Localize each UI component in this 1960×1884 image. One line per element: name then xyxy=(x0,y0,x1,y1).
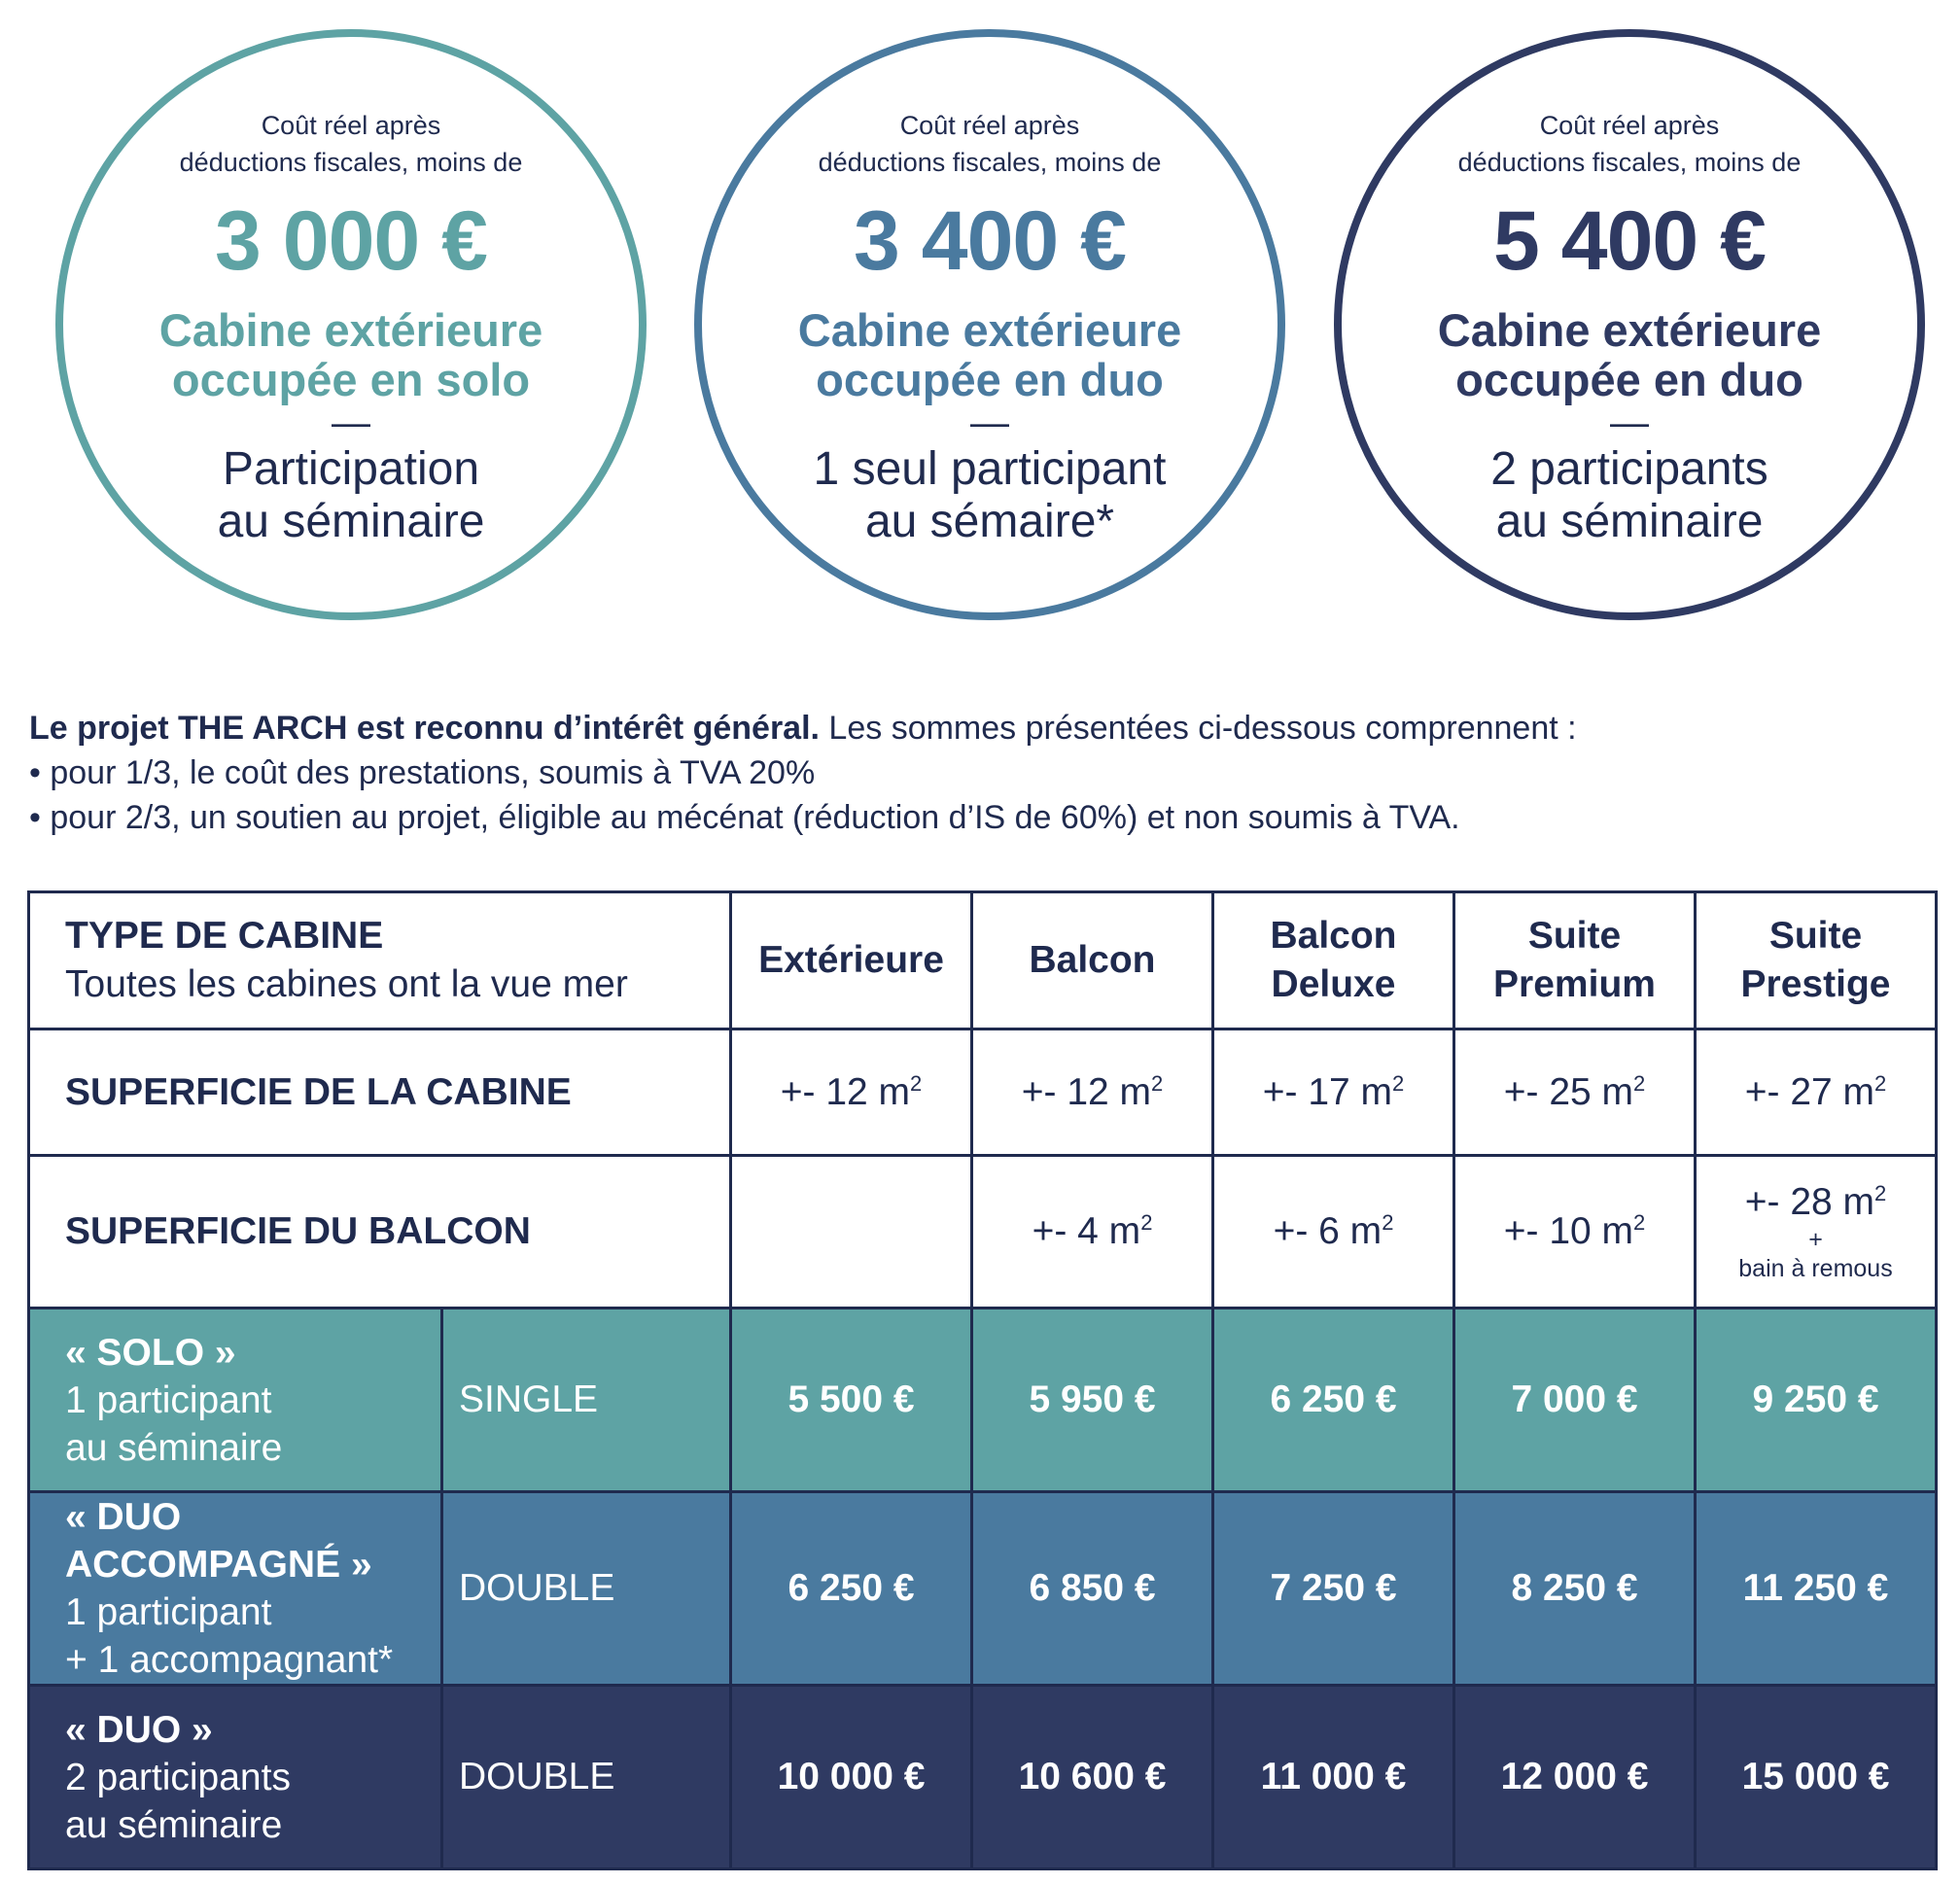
circle-intro xyxy=(1342,107,1917,181)
price-cell: 5 500 € xyxy=(731,1308,972,1492)
formula-label xyxy=(29,1686,442,1869)
cabin-area-value xyxy=(1696,1029,1937,1156)
pricing-table-wrapper xyxy=(27,890,1938,1870)
area-unit-sup: 2 xyxy=(1140,1210,1153,1235)
balcony-area-value xyxy=(972,1156,1213,1308)
price-cell: 9 250 € xyxy=(1696,1308,1937,1492)
area-unit-sup: 2 xyxy=(1874,1181,1887,1205)
intro-rest: Les sommes présentées ci-dessous comprennent : xyxy=(819,710,1577,747)
circle-cabin xyxy=(702,305,1278,404)
column-header-line: Balcon xyxy=(1029,939,1156,981)
circle-participation-line: au séminaire xyxy=(217,496,485,547)
intro-line xyxy=(29,706,1577,750)
circle-participation-line: Participation xyxy=(222,443,480,495)
area-unit-sup: 2 xyxy=(910,1070,923,1096)
circle-dash: — xyxy=(332,401,370,444)
circle-intro-line: déductions fiscales, moins de xyxy=(818,148,1162,177)
table-header-row xyxy=(29,892,1937,1029)
balcony-area-value xyxy=(1696,1156,1937,1308)
circle-intro xyxy=(63,107,639,181)
column-header-balcon xyxy=(972,892,1213,1029)
cabin-area-value xyxy=(731,1029,972,1156)
formula-line: 1 participant xyxy=(65,1378,272,1421)
column-header-line: Extérieure xyxy=(758,939,944,981)
cabin-type-title: TYPE DE CABINE xyxy=(65,915,384,957)
column-header-suite-premium xyxy=(1454,892,1696,1029)
area-unit-sup: 2 xyxy=(1633,1070,1646,1096)
price-cell: 5 950 € xyxy=(972,1308,1213,1492)
balcony-area-label: SUPERFICIE DU BALCON xyxy=(29,1156,731,1308)
balcony-area-value xyxy=(1213,1156,1454,1308)
circle-cabin-line: Cabine extérieure xyxy=(158,304,543,356)
circle-participation xyxy=(1342,443,1917,548)
circle-participation-line: 1 seul participant xyxy=(813,443,1167,495)
cabin-area-row xyxy=(29,1029,1937,1156)
intro-bullet: • pour 1/3, le coût des prestations, soumis à TVA 20% xyxy=(29,754,816,791)
area-text: +- 28 m xyxy=(1744,1181,1875,1223)
price-cell: 12 000 € xyxy=(1454,1686,1696,1869)
room-type: DOUBLE xyxy=(442,1686,731,1869)
column-header-balcon-deluxe xyxy=(1213,892,1454,1029)
balcony-area-value xyxy=(1454,1156,1696,1308)
price-cell: 10 000 € xyxy=(731,1686,972,1869)
price-cell: 11 000 € xyxy=(1213,1686,1454,1869)
cabin-area-value xyxy=(1454,1029,1696,1156)
offer-circle-solo xyxy=(55,29,647,620)
area-text: +- 17 m xyxy=(1262,1070,1393,1113)
cabin-type-subtitle: Toutes les cabines ont la vue mer xyxy=(65,963,628,1005)
price-cell: 6 850 € xyxy=(972,1492,1213,1686)
extra-plus: + xyxy=(1808,1226,1823,1253)
cabin-area-value xyxy=(972,1029,1213,1156)
area-text: +- 6 m xyxy=(1273,1210,1382,1252)
circle-intro-line: déductions fiscales, moins de xyxy=(1457,148,1802,177)
formula-line: 2 participants xyxy=(65,1756,291,1798)
column-header-line: Premium xyxy=(1493,963,1656,1005)
cabin-type-header xyxy=(29,892,731,1029)
circle-intro-line: Coût réel après xyxy=(261,111,441,140)
circle-cabin-line: occupée en solo xyxy=(171,354,531,405)
price-row-duo-accompagne xyxy=(29,1492,1937,1686)
circle-cabin-line: occupée en duo xyxy=(1455,354,1803,405)
column-header-line: Deluxe xyxy=(1271,963,1396,1005)
circle-participation xyxy=(63,443,639,548)
circle-amount: 5 400 € xyxy=(1493,194,1766,288)
circle-participation xyxy=(702,443,1278,548)
formula-line: au séminaire xyxy=(65,1426,283,1469)
price-cell: 8 250 € xyxy=(1454,1492,1696,1686)
price-cell: 10 600 € xyxy=(972,1686,1213,1869)
price-cell: 7 000 € xyxy=(1454,1308,1696,1492)
area-unit-sup: 2 xyxy=(1392,1070,1405,1096)
formula-title: « DUO ACCOMPAGNÉ » xyxy=(65,1496,372,1586)
column-header-line: Suite xyxy=(1768,915,1863,957)
column-header-line: Prestige xyxy=(1740,963,1891,1005)
formula-label xyxy=(29,1308,442,1492)
circle-amount: 3 000 € xyxy=(215,194,487,288)
price-cell: 11 250 € xyxy=(1696,1492,1937,1686)
circle-dash: — xyxy=(1610,401,1649,444)
formula-line: + 1 accompagnant* xyxy=(65,1639,394,1681)
formula-line: 1 participant xyxy=(65,1591,272,1633)
circle-intro-line: Coût réel après xyxy=(899,111,1080,140)
area-unit-sup: 2 xyxy=(1633,1210,1646,1235)
formula-line: au séminaire xyxy=(65,1803,283,1846)
offer-circle-duo-single xyxy=(694,29,1285,620)
balcony-area-row xyxy=(29,1156,1937,1308)
column-header-line: Balcon xyxy=(1270,915,1397,957)
pricing-table xyxy=(27,890,1938,1870)
cabin-area-label: SUPERFICIE DE LA CABINE xyxy=(29,1029,731,1156)
area-text: +- 4 m xyxy=(1032,1210,1141,1252)
intro-paragraph xyxy=(29,706,1577,840)
area-text: +- 12 m xyxy=(1021,1070,1152,1113)
circle-participation-line: au séminaire xyxy=(1495,496,1764,547)
price-cell: 7 250 € xyxy=(1213,1492,1454,1686)
circle-cabin-line: occupée en duo xyxy=(816,354,1164,405)
circle-cabin xyxy=(1342,305,1917,404)
area-text: +- 27 m xyxy=(1744,1070,1875,1113)
area-text: +- 10 m xyxy=(1503,1210,1634,1252)
column-header-exterieure xyxy=(731,892,972,1029)
area-text: +- 25 m xyxy=(1503,1070,1634,1113)
area-unit-sup: 2 xyxy=(1151,1070,1164,1096)
balcony-area-value xyxy=(731,1156,972,1308)
price-cell: 6 250 € xyxy=(731,1492,972,1686)
area-unit-sup: 2 xyxy=(1874,1070,1887,1096)
circle-intro xyxy=(702,107,1278,181)
column-header-suite-prestige xyxy=(1696,892,1937,1029)
offer-circle-duo xyxy=(1334,29,1925,620)
formula-title: « SOLO » xyxy=(65,1331,236,1374)
room-type: SINGLE xyxy=(442,1308,731,1492)
circle-dash: — xyxy=(970,401,1009,444)
circle-cabin xyxy=(63,305,639,404)
formula-label xyxy=(29,1492,442,1686)
price-cell: 15 000 € xyxy=(1696,1686,1937,1869)
circle-cabin-line: Cabine extérieure xyxy=(1437,304,1822,356)
circle-cabin-line: Cabine extérieure xyxy=(797,304,1182,356)
price-cell: 6 250 € xyxy=(1213,1308,1454,1492)
area-text: +- 12 m xyxy=(780,1070,911,1113)
circle-participation-line: au sémaire* xyxy=(864,496,1115,547)
intro-bold: Le projet THE ARCH est reconnu d’intérêt général. xyxy=(29,710,820,747)
area-unit-sup: 2 xyxy=(1382,1210,1394,1235)
room-type: DOUBLE xyxy=(442,1492,731,1686)
cabin-area-value xyxy=(1213,1029,1454,1156)
intro-bullet: • pour 2/3, un soutien au projet, éligible au mécénat (réduction d’IS de 60%) et non soumis à TVA. xyxy=(29,799,1460,836)
circle-intro-line: déductions fiscales, moins de xyxy=(179,148,523,177)
formula-title: « DUO » xyxy=(65,1708,213,1751)
extra-hot-tub: bain à remous xyxy=(1738,1255,1893,1282)
area-line xyxy=(1697,1180,1935,1225)
price-row-duo xyxy=(29,1686,1937,1869)
circle-participation-line: 2 participants xyxy=(1490,443,1768,495)
column-header-line: Suite xyxy=(1527,915,1622,957)
circle-intro-line: Coût réel après xyxy=(1539,111,1720,140)
price-row-solo xyxy=(29,1308,1937,1492)
circle-amount: 3 400 € xyxy=(854,194,1126,288)
